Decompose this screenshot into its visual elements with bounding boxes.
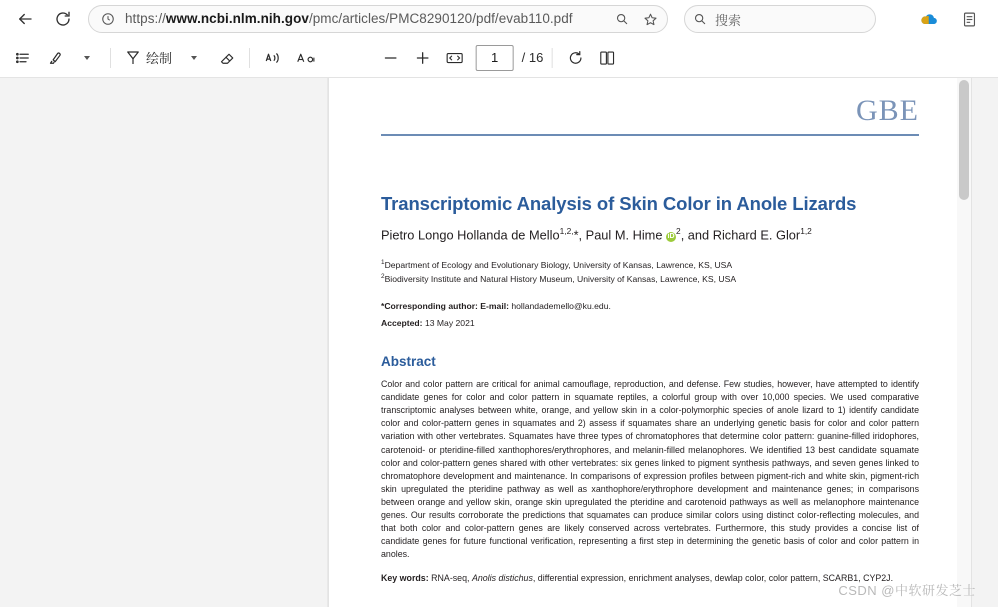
text-size-icon <box>295 49 317 67</box>
site-info-icon[interactable] <box>97 8 119 30</box>
watermark: CSDN @中软研发芝士 <box>838 583 976 598</box>
corresponding-email: hollandademello@ku.edu. <box>511 301 611 312</box>
url-host: www.ncbi.nlm.nih.gov <box>165 11 309 26</box>
pdf-page[interactable] <box>329 78 971 607</box>
page-view-button[interactable] <box>592 43 622 73</box>
pen-nib-icon <box>124 49 142 67</box>
page-total-label: / 16 <box>521 50 544 65</box>
scrollbar-thumb[interactable] <box>959 80 969 200</box>
highlight-button[interactable] <box>40 43 70 73</box>
chevron-down-icon <box>191 56 197 60</box>
abstract-heading: Abstract <box>381 354 436 370</box>
eraser-icon <box>217 49 235 67</box>
zoom-out-button[interactable] <box>376 43 406 73</box>
header-rule <box>381 134 919 136</box>
find-in-page-icon[interactable] <box>611 8 633 30</box>
page-scrollbar[interactable] <box>957 78 971 607</box>
draw-options-button[interactable] <box>179 43 209 73</box>
affiliation-2: $^2$Biodiversity Institute and Natural History Museum, University of Kansas, Lawrence, KS, USA <box>381 273 737 285</box>
toolbar-divider <box>110 48 111 68</box>
toolbar-divider <box>249 48 250 68</box>
fit-page-button[interactable] <box>440 43 470 73</box>
paper-content <box>329 78 971 585</box>
read-aloud-button[interactable] <box>258 43 288 73</box>
minus-icon <box>382 49 400 67</box>
keywords-part-1: RNA-seq, <box>431 573 472 584</box>
toolbar-divider <box>551 48 552 68</box>
rotate-icon <box>566 49 584 67</box>
keywords-label: Key words: <box>381 573 429 584</box>
paper-authors: Pietro Longo Hollanda de Mello$^{1,2,}$*, Paul M. Hime $iD^2$, and Richard E. Glor$^{1,2}$ <box>381 226 812 243</box>
collections-button[interactable] <box>914 4 944 34</box>
keywords-species: Anolis distichus <box>471 573 533 584</box>
accepted-date: 13 May 2021 <box>424 318 475 329</box>
erase-button[interactable] <box>211 43 241 73</box>
fit-width-icon <box>445 49 465 67</box>
corresponding-label: *Corresponding author: E-mail: <box>381 301 509 312</box>
pdf-toolbar <box>0 38 998 78</box>
browser-right-icons <box>914 4 988 34</box>
paper-title: Transcriptomic Analysis of Skin Color in Anole Lizards <box>381 193 857 214</box>
contents-icon <box>14 49 32 67</box>
refresh-button[interactable] <box>48 4 78 34</box>
read-aloud-icon <box>263 49 283 67</box>
search-box[interactable] <box>684 5 876 33</box>
table-of-contents-button[interactable] <box>8 43 38 73</box>
browser-toolbar <box>0 0 998 38</box>
draw-tool-button[interactable] <box>119 43 177 73</box>
search-icon <box>693 12 707 26</box>
back-button[interactable] <box>10 4 40 34</box>
viewer-left-pane <box>0 78 328 607</box>
magnifier-icon <box>615 12 629 26</box>
url-text <box>125 5 605 33</box>
page-number-input[interactable]: 1 <box>476 45 514 71</box>
cloud-icon <box>919 9 939 29</box>
highlight-options-button[interactable] <box>72 43 102 73</box>
text-style-button[interactable] <box>290 43 322 73</box>
highlighter-icon <box>46 49 64 67</box>
address-bar[interactable] <box>88 5 668 33</box>
favorite-button[interactable] <box>639 8 661 30</box>
affiliations <box>381 258 919 286</box>
pdf-toolbar-center <box>376 43 623 73</box>
page-layout-icon <box>598 49 617 67</box>
star-icon <box>643 12 658 27</box>
url-prefix: https:// <box>125 11 166 26</box>
back-arrow-icon <box>16 10 34 28</box>
refresh-icon <box>54 10 72 28</box>
plus-icon <box>414 49 432 67</box>
zoom-in-button[interactable] <box>408 43 438 73</box>
journal-logo: GBE <box>856 94 919 127</box>
draw-label: 绘制 <box>146 51 173 66</box>
abstract-text: Color and color pattern are critical for animal camouflage, reproduction, and defense. Few studies, however, have attempted to identify candidate genes for color and color pattern in squamate reptiles, a colorful group with over 10,000 species. We used comparative transcriptomic analyses between white, orange, and yellow skin in a color-polymorphic species of anole lizard to 1) identify candidate color and color-pattern genes in squamates and 2) assess if squamates share an underlying genetic basis for color and color pattern variation with other vertebrates. Squamates have three types of chromatophores that determine color pattern: guanine-filled iridophores, carotenoid- or pteridine-filled xanthophores/erythrophores, and melanin-filled melanophores. We identified 13 best candidate squamate color and color-pattern genes shared with other vertebrates: six genes linked to pigment synthesis pathways, and seven genes linked to chromatophore development and maintenance. In comparisons of expression profiles between pigment-rich and white skin, pigment-rich skin upregulated the pteridine pathway as well as xanthophore/erythrophore development and maintenance genes; in comparisons between orange and yellow skin, orange skin upregulated the pteridine and carotenoid pathways as well as melanophore maintenance genes. Our results corroborate the predictions that squamates can produce similar colors using distinct color-reflecting molecules, and that both color and color-pattern genes are likely conserved across vertebrates. Furthermore, this study provides a concise list of candidate genes for future functional verification, representing a first step in determining the genetic basis of color and color pattern in anoles. <box>381 379 919 560</box>
reading-view-button[interactable] <box>954 4 984 34</box>
corresponding-author <box>381 300 919 314</box>
affiliation-1: $^1$Department of Ecology and Evolutionary Biology, University of Kansas, Lawrence, KS, USA <box>381 259 733 270</box>
shield-lock-icon <box>101 12 115 26</box>
rotate-button[interactable] <box>560 43 590 73</box>
accepted-label: Accepted: <box>381 318 423 329</box>
accepted-line <box>381 318 919 328</box>
pdf-viewer <box>0 78 998 607</box>
keywords-part-2: , differential expression, enrichment analyses, dewlap color, color pattern, SCARB1, CYP2J. <box>532 573 894 584</box>
chevron-down-icon <box>84 56 90 60</box>
url-path: /pmc/articles/PMC8290120/pdf/evab110.pdf <box>308 11 573 26</box>
search-input[interactable]: 搜索 <box>715 12 742 28</box>
document-icon <box>961 11 978 28</box>
